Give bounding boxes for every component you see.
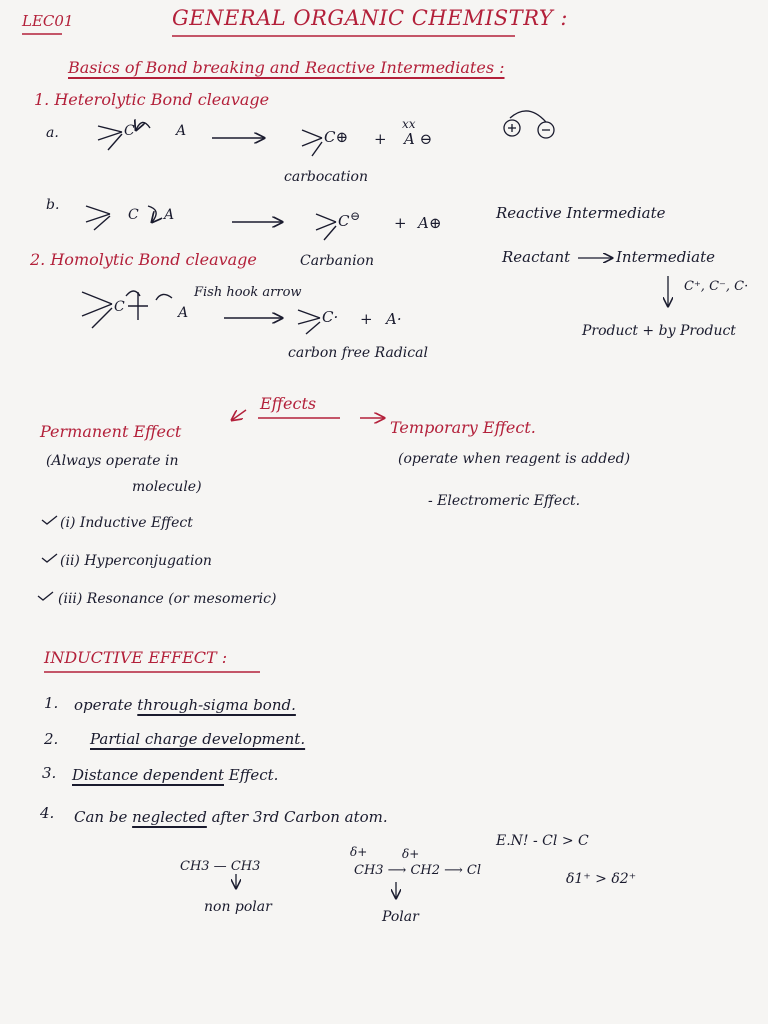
a-plus: +	[374, 130, 387, 148]
reactive-intermediate-label: Reactive Intermediate	[496, 204, 666, 222]
point-4: Can be neglected after 3rd Carbon atom.	[74, 808, 388, 826]
non-polar-label: non polar	[204, 899, 272, 915]
point-number-4: 4.	[40, 804, 55, 822]
lecture-number: LEC01	[22, 12, 74, 30]
h-reactant-carbon: C	[114, 299, 125, 315]
h-reactant-bonds	[82, 291, 172, 328]
point-number-1: 1.	[44, 694, 59, 712]
b-product-bonds	[316, 214, 336, 240]
point-3: Distance dependent Effect.	[72, 766, 279, 784]
inductive-heading: INDUCTIVE EFFECT :	[44, 648, 228, 667]
a-reactant-carbon: C	[124, 123, 135, 139]
permanent-note-2: molecule)	[132, 479, 202, 495]
polar-label: Polar	[382, 909, 419, 925]
charge-symbols-icon	[504, 111, 554, 138]
checkmark-icons	[38, 516, 57, 600]
list-item: (i) Inductive Effect	[60, 515, 193, 531]
a-lone-pair: xx	[402, 117, 416, 131]
example-chloroethane: CH3 ⟶ CH2 ⟶ Cl	[354, 863, 482, 878]
effects-heading: Effects	[260, 394, 317, 413]
delta-comparison: δ1⁺ > δ2⁺	[566, 871, 637, 887]
point-number-3: 3.	[42, 764, 57, 782]
b-carbanion-charge: ⊖	[350, 209, 361, 223]
point-1: operate through-sigma bond.	[74, 696, 296, 714]
reactant-label: Reactant	[502, 248, 571, 266]
list-item: (iii) Resonance (or mesomeric)	[58, 591, 277, 607]
h-reactant-group: A	[178, 305, 189, 321]
example-ethane: CH3 — CH3	[180, 859, 261, 874]
point-2: Partial charge development.	[90, 730, 306, 748]
arrow-to-permanent	[232, 410, 246, 420]
fish-hook-label: Fish hook arrow	[194, 285, 302, 300]
electromeric-effect: - Electromeric Effect.	[428, 493, 581, 509]
delta-2: δ+	[402, 847, 420, 861]
h-product-a-radical: A·	[386, 310, 402, 328]
item-homolytic: 2. Homolytic Bond cleavage	[30, 250, 257, 269]
h-product-bonds	[298, 310, 320, 334]
b-product-carbanion: C	[338, 212, 350, 230]
item-heterolytic: 1. Heterolytic Bond cleavage	[34, 90, 270, 109]
product-label: Product + by Product	[582, 323, 736, 339]
carbocation-label: carbocation	[284, 169, 369, 185]
a-product-anion: A ⊖	[404, 130, 433, 148]
intermediate-label: Intermediate	[616, 248, 716, 266]
b-reactant-carbon: C	[128, 207, 139, 223]
intermediate-species: C⁺, C⁻, C·	[684, 279, 749, 294]
free-radical-label: carbon free Radical	[288, 345, 428, 361]
a-reactant-group: A	[176, 123, 187, 139]
a-product-carbocation: C⊕	[324, 128, 349, 146]
permanent-note-1: (Always operate in	[46, 453, 179, 469]
carbanion-label: Carbanion	[300, 253, 374, 269]
temporary-note: (operate when reagent is added)	[398, 451, 631, 467]
b-label: b.	[46, 197, 60, 213]
b-reactant-bonds	[86, 206, 156, 230]
electronegativity-note: E.N! - Cl > C	[496, 833, 589, 849]
page-title: GENERAL ORGANIC CHEMISTRY :	[172, 6, 568, 30]
section-heading: Basics of Bond breaking and Reactive Intermediates :	[68, 58, 505, 77]
a-label: a.	[46, 125, 59, 141]
permanent-effect: Permanent Effect	[40, 422, 182, 441]
b-plus: +	[394, 214, 407, 232]
temporary-effect: Temporary Effect.	[390, 418, 536, 437]
b-reactant-group: A	[164, 207, 175, 223]
point-number-2: 2.	[44, 730, 59, 748]
a-product-bonds	[302, 130, 322, 156]
delta-1: δ+	[350, 845, 368, 859]
h-product-radical: C·	[322, 308, 339, 326]
h-plus: +	[360, 310, 373, 328]
b-product-cation: A⊕	[418, 214, 442, 232]
list-item: (ii) Hyperconjugation	[60, 553, 212, 569]
